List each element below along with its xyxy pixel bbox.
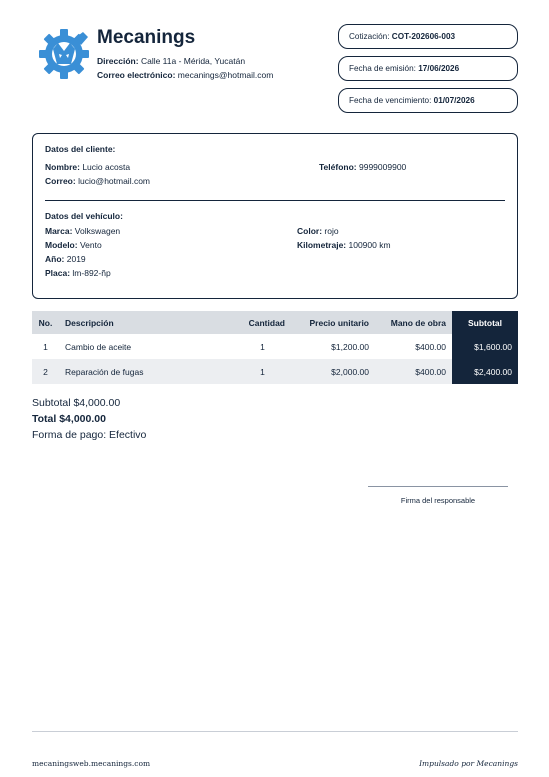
vehicle-year-label: Año: [45,254,65,264]
table-row [32,334,518,359]
vehicle-model-label: Modelo: [45,240,78,250]
vehicle-section-title: Datos del vehículo: [45,211,123,221]
vehicle-brand-value: Volkswagen [74,226,121,236]
address-value: Calle 11a - Mérida, Yucatán [140,56,246,66]
payment-method-text: Forma de pago: Efectivo [32,429,147,441]
client-name-value: Lucio acosta [82,162,131,172]
quote-number: COT-202606-003 [391,32,456,41]
client-phone-label: Teléfono: [319,162,357,172]
header-unit-price: Precio unitario [291,311,375,334]
items-table [32,311,518,384]
header-labor: Mano de obra [375,311,452,334]
client-vehicle-box [32,133,518,299]
client-phone [319,162,406,172]
cell-description: Reparación de fugas [59,359,234,384]
cell-no: 2 [32,359,59,384]
client-email-value: lucio@hotmail.com [78,176,151,186]
footer-powered-by: Impulsado por Mecanings [419,759,518,768]
quote-number-pill [338,24,518,49]
cell-labor: $400.00 [375,359,452,384]
client-phone-value: 9999009900 [359,162,407,172]
table-header-row [32,311,518,334]
vehicle-model-value: Vento [79,240,102,250]
vehicle-mileage [297,240,391,250]
vehicle-year-value: 2019 [66,254,86,264]
client-email-label: Correo: [45,176,76,186]
quote-number-label: Cotización: [349,32,390,41]
vehicle-mileage-value: 100900 km [348,240,391,250]
signature-label: Firma del responsable [400,496,476,505]
client-section-title: Datos del cliente: [45,144,116,154]
signature-line [368,486,508,487]
client-name-label: Nombre: [45,162,80,172]
vehicle-color-label: Color: [297,226,323,236]
section-divider [45,200,505,201]
vehicle-model [45,240,102,250]
cell-subtotal: $1,600.00 [452,334,518,359]
vehicle-plate [45,268,111,278]
email-label: Correo electrónico: [97,70,176,80]
company-email [97,70,273,80]
cell-no: 1 [43,341,48,352]
table-row [32,359,518,384]
header-quantity: Cantidad [234,311,291,334]
company-name: Mecanings [97,27,196,48]
cell-unit-price: $2,000.00 [291,359,375,384]
vehicle-color [297,226,339,236]
vehicle-mileage-label: Kilometraje: [297,240,347,250]
vehicle-plate-label: Placa: [45,268,71,278]
subtotal-text: Subtotal $4,000.00 [32,397,121,409]
cell-description: Cambio de aceite [65,341,132,352]
cell-subtotal: $2,400.00 [452,359,518,384]
header-description: Descripción [59,311,234,334]
due-date: 01/07/2026 [433,96,475,105]
header-no: No. [32,311,59,334]
issue-date: 17/06/2026 [418,64,460,73]
mecanings-logo [38,28,90,80]
due-date-pill [338,88,518,113]
footer-website: mecaningsweb.mecanings.com [32,759,151,768]
issue-date-label: Fecha de emisión: [349,64,416,73]
cell-labor: $400.00 [415,341,446,352]
company-address [97,56,245,66]
vehicle-plate-value: lm-892-ñp [72,268,111,278]
vehicle-brand-label: Marca: [45,226,73,236]
vehicle-brand [45,226,120,236]
cell-quantity: 1 [260,341,265,352]
footer-divider [32,731,518,732]
vehicle-year [45,254,86,264]
cell-unit-price: $1,200.00 [331,341,369,352]
client-name [45,162,130,172]
cell-quantity: 1 [234,359,291,384]
client-email [45,176,150,186]
vehicle-color-value: rojo [324,226,339,236]
header-subtotal: Subtotal [452,311,518,334]
address-label: Dirección: [97,56,139,66]
issue-date-pill [338,56,518,81]
email-value: mecanings@hotmail.com [177,70,274,80]
total-text: Total $4,000.00 [32,413,106,425]
due-date-label: Fecha de vencimiento: [349,96,432,105]
